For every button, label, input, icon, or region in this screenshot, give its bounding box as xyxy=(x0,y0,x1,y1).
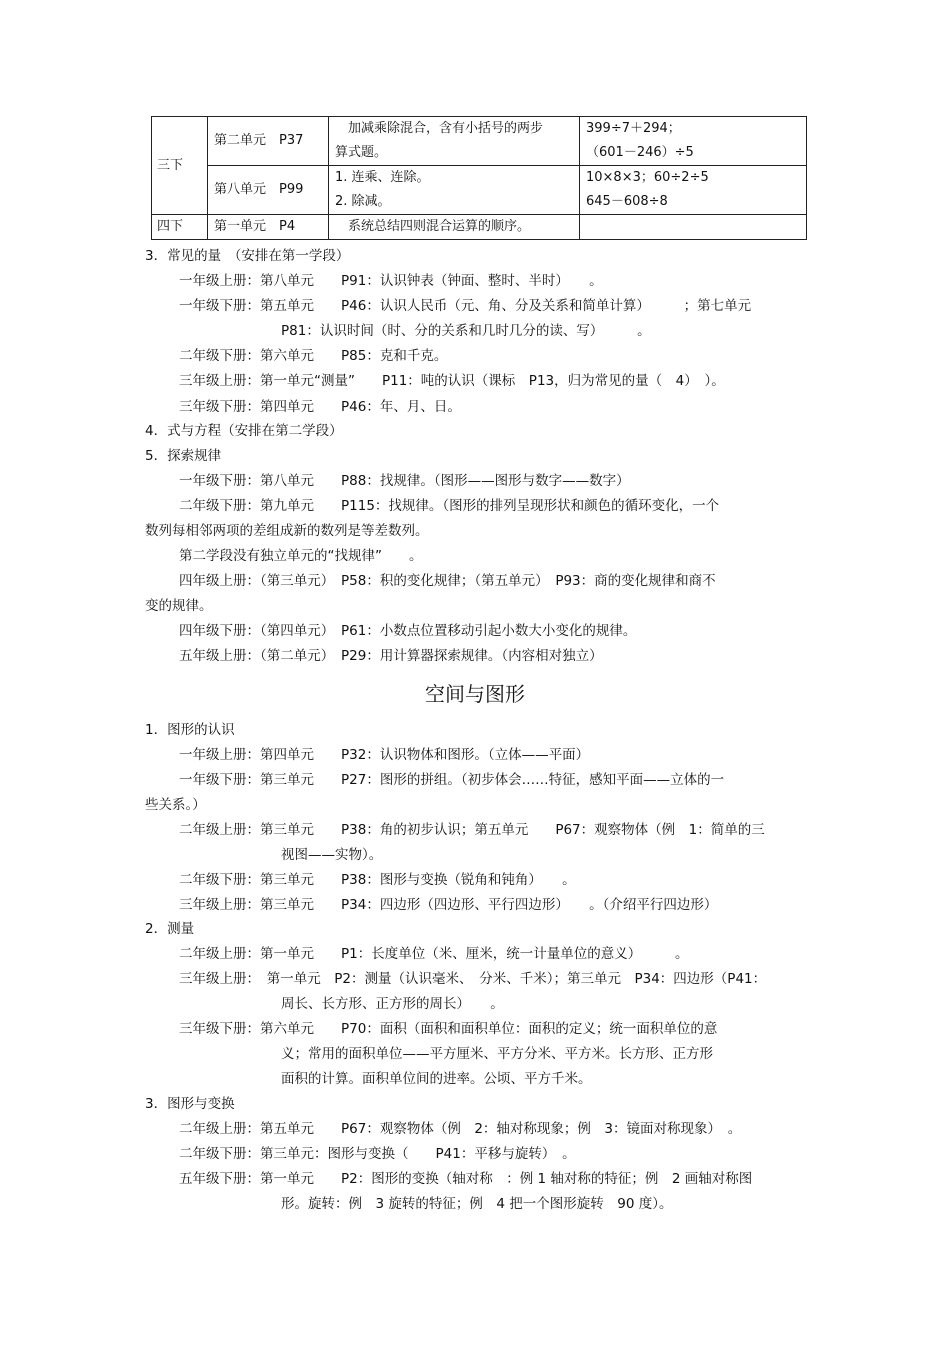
text-line: 五年级下册：第一单元 P2：图形的变换（轴对称 ：例 1 轴对称的特征；例 2 画轴对称图 xyxy=(179,1171,753,1187)
section-title: 空间与图形 xyxy=(425,682,525,706)
text-line: P81：认识时间（时、分的关系和几时几分的读、写） 。 xyxy=(281,323,651,339)
table-row xyxy=(152,166,807,215)
text-line: 二年级上册：第五单元 P67：观察物体（例 2：轴对称现象；例 3：镜面对称现象） 。 xyxy=(179,1121,742,1137)
text-line: 形。旋转：例 3 旋转的特征；例 4 把一个图形旋转 90 度）。 xyxy=(281,1196,673,1212)
text-line: 些关系。） xyxy=(145,797,206,813)
examples-cell xyxy=(580,215,807,240)
content-cell: 系统总结四则混合运算的顺序。 xyxy=(329,215,580,240)
content-cell: 加减乘除混合，含有小括号的两步 算式题。 xyxy=(329,117,580,166)
examples-cell: 399÷7＋294； （601－246）÷5 xyxy=(580,117,807,166)
operations-table xyxy=(151,116,807,240)
section-heading: 5．探索规律 xyxy=(145,448,222,464)
text-line: 一年级上册：第四单元 P32：认识物体和图形。（立体——平面） xyxy=(179,747,590,763)
text-line: 面积的计算。面积单位间的进率。公顷、平方千米。 xyxy=(281,1071,592,1087)
text-line: 变的规律。 xyxy=(145,598,213,614)
grade-cell: 三下 xyxy=(152,117,208,215)
text-line: 二年级上册：第三单元 P38：角的初步认识；第五单元 P67：观察物体（例 1：简单的三 xyxy=(179,822,765,838)
section-heading: 4．式与方程（安排在第二学段） xyxy=(145,423,343,439)
content-cell: 1. 连乘、连除。 2. 除减。 xyxy=(329,166,580,215)
text-line: 三年级下册：第六单元 P70：面积（面积和面积单位：面积的定义；统一面积单位的意 xyxy=(179,1021,718,1037)
text-line: 一年级下册：第三单元 P27：图形的拼组。（初步体会……特征，感知平面——立体的一 xyxy=(179,772,725,788)
text-line: 三年级下册：第四单元 P46：年、月、日。 xyxy=(179,399,461,415)
text-line: 数列每相邻两项的差组成新的数列是等差数列。 xyxy=(145,523,429,539)
text-line: 三年级上册： 第一单元 P2：测量（认识毫米、 分米、千米）；第三单元 P34：四边形（P41： xyxy=(179,971,767,987)
text-line: 二年级下册：第三单元 P38：图形与变换（锐角和钝角） 。 xyxy=(179,872,576,888)
section-heading: 2．测量 xyxy=(145,921,195,937)
text-line: 二年级下册：第六单元 P85：克和千克。 xyxy=(179,348,448,364)
grade-cell: 四下 xyxy=(152,215,208,240)
section-heading: 3．常见的量 （安排在第一学段） xyxy=(145,248,350,264)
section-heading: 3．图形与变换 xyxy=(145,1096,235,1112)
section-heading: 1．图形的认识 xyxy=(145,722,235,738)
examples-cell: 10×8×3；60÷2÷5 645－608÷8 xyxy=(580,166,807,215)
text-line: 三年级上册：第一单元“测量” P11：吨的认识（课标 P13，归为常见的量（ 4） ）。 xyxy=(179,373,725,389)
unit-cell: 第八单元 P99 xyxy=(208,166,329,215)
table-row xyxy=(152,117,807,166)
text-line: 视图——实物）。 xyxy=(281,847,383,863)
unit-cell: 第一单元 P4 xyxy=(208,215,329,240)
text-line: 第二学段没有独立单元的“找规律” 。 xyxy=(179,548,423,564)
text-line: 二年级下册：第三单元：图形与变换（ P41：平移与旋转） 。 xyxy=(179,1146,576,1162)
unit-cell: 第二单元 P37 xyxy=(208,117,329,166)
text-line: 四年级上册：（第三单元） P58：积的变化规律；（第五单元） P93：商的变化规律和商不 xyxy=(179,573,716,589)
text-line: 周长、长方形、正方形的周长） 。 xyxy=(281,996,504,1012)
text-line: 义；常用的面积单位——平方厘米、平方分米、平方米。长方形、正方形 xyxy=(281,1046,713,1062)
text-line: 三年级上册：第三单元 P34：四边形（四边形、平行四边形） 。（介绍平行四边形） xyxy=(179,897,718,913)
text-line: 一年级下册：第五单元 P46：认识人民币（元、角、分及关系和简单计算） ；第七单元 xyxy=(179,298,752,314)
text-line: 五年级上册：（第二单元） P29：用计算器探索规律。（内容相对独立） xyxy=(179,648,603,664)
text-line: 四年级下册：（第四单元） P61：小数点位置移动引起小数大小变化的规律。 xyxy=(179,623,637,639)
table-row xyxy=(152,215,807,240)
text-line: 二年级上册：第一单元 P1：长度单位（米、厘米，统一计量单位的意义） 。 xyxy=(179,946,689,962)
text-line: 二年级下册：第九单元 P115：找规律。（图形的排列呈现形状和颜色的循环变化，一个 xyxy=(179,498,720,514)
text-line: 一年级下册：第八单元 P88：找规律。（图形——图形与数字——数字） xyxy=(179,473,630,489)
text-line: 一年级上册：第八单元 P91：认识钟表（钟面、整时、半时） 。 xyxy=(179,273,603,289)
